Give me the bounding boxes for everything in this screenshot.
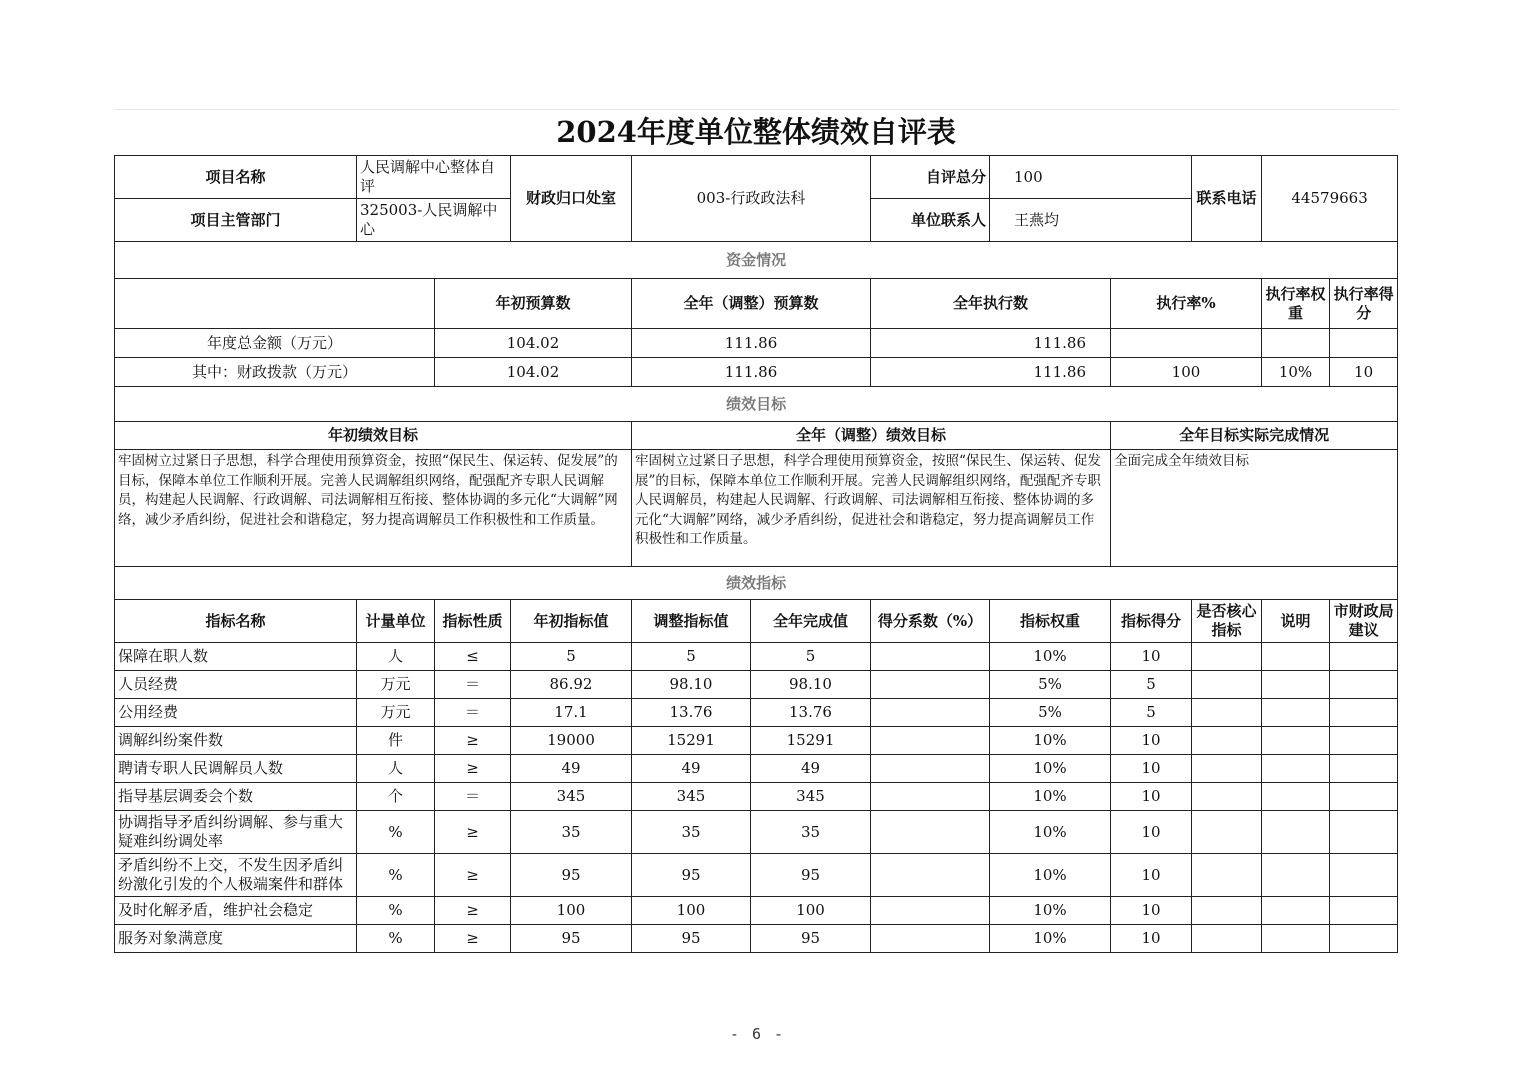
ind-unit: % xyxy=(357,925,435,953)
ind-col-weight: 指标权重 xyxy=(990,600,1111,643)
ind-score: 10 xyxy=(1111,811,1192,854)
ind-adjusted: 49 xyxy=(632,755,751,783)
funds-row-weight: 10% xyxy=(1262,358,1330,387)
ind-core xyxy=(1192,699,1262,727)
ind-adjusted: 15291 xyxy=(632,727,751,755)
ind-score: 10 xyxy=(1111,925,1192,953)
ind-unit: % xyxy=(357,897,435,925)
ind-weight: 10% xyxy=(990,783,1111,811)
funds-row-executed: 111.86 xyxy=(871,329,1111,358)
ind-unit: 万元 xyxy=(357,671,435,699)
ind-coef xyxy=(871,643,990,671)
ind-nature: ≥ xyxy=(435,727,511,755)
ind-name: 指导基层调委会个数 xyxy=(115,783,357,811)
goals-col-adjusted: 全年（调整）绩效目标 xyxy=(632,422,1111,450)
ind-core xyxy=(1192,925,1262,953)
ind-nature: ≥ xyxy=(435,755,511,783)
funds-row-initial: 104.02 xyxy=(435,358,632,387)
evaluation-sheet xyxy=(114,109,1397,953)
funds-col-weight: 执行率权重 xyxy=(1262,279,1330,329)
phone-value: 44579663 xyxy=(1262,156,1398,242)
ind-col-initial: 年初指标值 xyxy=(511,600,632,643)
ind-note xyxy=(1262,699,1330,727)
ind-name: 保障在职人数 xyxy=(115,643,357,671)
ind-nature: ＝ xyxy=(435,671,511,699)
ind-note xyxy=(1262,925,1330,953)
funds-row-label: 其中：财政拨款（万元） xyxy=(115,358,435,387)
ind-weight: 10% xyxy=(990,925,1111,953)
funds-row-label: 年度总金额（万元） xyxy=(115,329,435,358)
ind-nature: ≥ xyxy=(435,897,511,925)
ind-advice xyxy=(1330,671,1398,699)
goals-section-title: 绩效目标 xyxy=(115,387,1398,422)
ind-initial: 345 xyxy=(511,783,632,811)
ind-score: 10 xyxy=(1111,643,1192,671)
ind-core xyxy=(1192,783,1262,811)
ind-score: 5 xyxy=(1111,671,1192,699)
ind-name: 及时化解矛盾，维护社会稳定 xyxy=(115,897,357,925)
ind-unit: 万元 xyxy=(357,699,435,727)
evaluation-table xyxy=(114,109,1398,953)
project-name-label: 项目名称 xyxy=(115,156,357,199)
ind-actual: 100 xyxy=(751,897,871,925)
funds-row-executed: 111.86 xyxy=(871,358,1111,387)
ind-advice xyxy=(1330,811,1398,854)
ind-unit: 件 xyxy=(357,727,435,755)
ind-initial: 19000 xyxy=(511,727,632,755)
contact-label: 单位联系人 xyxy=(871,199,990,242)
ind-adjusted: 98.10 xyxy=(632,671,751,699)
ind-note xyxy=(1262,811,1330,854)
ind-col-name: 指标名称 xyxy=(115,600,357,643)
ind-note xyxy=(1262,755,1330,783)
funds-row-initial: 104.02 xyxy=(435,329,632,358)
ind-advice xyxy=(1330,755,1398,783)
goals-adjusted-text: 牢固树立过紧日子思想，科学合理使用预算资金，按照“保民生、保运转、促发展”的目标，保障本单位工作顺利开展。完善人民调解组织网络，配强配齐专职人民调解员，构建起人民调解、行政调解、司法调解相互衔接、整体协调的多元化“大调解”网络，减少矛盾纠纷，促进社会和谐稳定，努力提高调解员工作积极性和工作质量。 xyxy=(632,450,1111,567)
goals-actual-text: 全面完成全年绩效目标 xyxy=(1111,450,1398,567)
ind-initial: 100 xyxy=(511,897,632,925)
ind-weight: 10% xyxy=(990,897,1111,925)
ind-nature: ≤ xyxy=(435,643,511,671)
ind-note xyxy=(1262,897,1330,925)
ind-note xyxy=(1262,727,1330,755)
ind-core xyxy=(1192,811,1262,854)
total-score-value: 100 xyxy=(990,156,1192,199)
ind-name: 矛盾纠纷不上交，不发生因矛盾纠纷激化引发的个人极端案件和群体 xyxy=(115,854,357,897)
funds-row-adjusted: 111.86 xyxy=(632,329,871,358)
ind-name: 协调指导矛盾纠纷调解、参与重大疑难纠纷调处率 xyxy=(115,811,357,854)
contact-value: 王燕均 xyxy=(990,199,1192,242)
ind-weight: 10% xyxy=(990,811,1111,854)
ind-actual: 49 xyxy=(751,755,871,783)
phone-label: 联系电话 xyxy=(1192,156,1262,242)
funds-row-weight xyxy=(1262,329,1330,358)
ind-col-core: 是否核心指标 xyxy=(1192,600,1262,643)
ind-name: 人员经费 xyxy=(115,671,357,699)
ind-note xyxy=(1262,783,1330,811)
ind-nature: ＝ xyxy=(435,699,511,727)
ind-coef xyxy=(871,727,990,755)
ind-actual: 15291 xyxy=(751,727,871,755)
funds-col-initial: 年初预算数 xyxy=(435,279,632,329)
ind-score: 10 xyxy=(1111,854,1192,897)
ind-adjusted: 95 xyxy=(632,854,751,897)
ind-score: 10 xyxy=(1111,727,1192,755)
ind-advice xyxy=(1330,925,1398,953)
ind-score: 5 xyxy=(1111,699,1192,727)
goals-initial-text: 牢固树立过紧日子思想，科学合理使用预算资金，按照“保民生、保运转、促发展”的目标，保障本单位工作顺利开展。完善人民调解组织网络，配强配齐专职人民调解员，构建起人民调解、行政调解、司法调解相互衔接、整体协调的多元化“大调解”网络，减少矛盾纠纷，促进社会和谐稳定，努力提高调解员工作积极性和工作质量。 xyxy=(115,450,632,567)
ind-initial: 35 xyxy=(511,811,632,854)
ind-initial: 5 xyxy=(511,643,632,671)
ind-col-advice: 市财政局建议 xyxy=(1330,600,1398,643)
ind-col-actual: 全年完成值 xyxy=(751,600,871,643)
funds-col-adjusted: 全年（调整）预算数 xyxy=(632,279,871,329)
ind-advice xyxy=(1330,783,1398,811)
ind-core xyxy=(1192,671,1262,699)
ind-name: 聘请专职人民调解员人数 xyxy=(115,755,357,783)
ind-advice xyxy=(1330,854,1398,897)
funds-row-score xyxy=(1330,329,1398,358)
ind-note xyxy=(1262,854,1330,897)
ind-coef xyxy=(871,783,990,811)
ind-weight: 5% xyxy=(990,699,1111,727)
funds-row-rate: 100 xyxy=(1111,358,1262,387)
ind-coef xyxy=(871,854,990,897)
ind-coef xyxy=(871,925,990,953)
ind-score: 10 xyxy=(1111,897,1192,925)
dept-label: 项目主管部门 xyxy=(115,199,357,242)
ind-col-unit: 计量单位 xyxy=(357,600,435,643)
ind-actual: 95 xyxy=(751,854,871,897)
ind-note xyxy=(1262,671,1330,699)
ind-col-note: 说明 xyxy=(1262,600,1330,643)
total-score-label: 自评总分 xyxy=(871,156,990,199)
ind-actual: 13.76 xyxy=(751,699,871,727)
ind-advice xyxy=(1330,897,1398,925)
ind-coef xyxy=(871,897,990,925)
dept-value: 325003-人民调解中心 xyxy=(357,199,511,242)
funds-col-executed: 全年执行数 xyxy=(871,279,1111,329)
funds-header-blank xyxy=(115,279,435,329)
ind-col-nature: 指标性质 xyxy=(435,600,511,643)
ind-coef xyxy=(871,671,990,699)
ind-coef xyxy=(871,755,990,783)
page-number: - 6 - xyxy=(729,1025,786,1043)
ind-actual: 95 xyxy=(751,925,871,953)
ind-weight: 10% xyxy=(990,643,1111,671)
ind-core xyxy=(1192,897,1262,925)
ind-core xyxy=(1192,755,1262,783)
ind-weight: 10% xyxy=(990,755,1111,783)
ind-name: 调解纠纷案件数 xyxy=(115,727,357,755)
ind-nature: ≥ xyxy=(435,925,511,953)
finance-office-value: 003-行政政法科 xyxy=(632,156,871,242)
ind-advice xyxy=(1330,643,1398,671)
ind-score: 10 xyxy=(1111,755,1192,783)
ind-adjusted: 5 xyxy=(632,643,751,671)
ind-nature: ≥ xyxy=(435,811,511,854)
ind-core xyxy=(1192,854,1262,897)
finance-office-label: 财政归口处室 xyxy=(511,156,632,242)
ind-initial: 86.92 xyxy=(511,671,632,699)
ind-weight: 5% xyxy=(990,671,1111,699)
ind-adjusted: 35 xyxy=(632,811,751,854)
ind-col-coef: 得分系数（%） xyxy=(871,600,990,643)
funds-row-adjusted: 111.86 xyxy=(632,358,871,387)
ind-initial: 49 xyxy=(511,755,632,783)
ind-unit: % xyxy=(357,854,435,897)
project-name-value: 人民调解中心整体自评 xyxy=(357,156,511,199)
funds-col-rate: 执行率% xyxy=(1111,279,1262,329)
ind-nature: ＝ xyxy=(435,783,511,811)
ind-weight: 10% xyxy=(990,854,1111,897)
ind-note xyxy=(1262,643,1330,671)
ind-nature: ≥ xyxy=(435,854,511,897)
funds-row-score: 10 xyxy=(1330,358,1398,387)
ind-adjusted: 100 xyxy=(632,897,751,925)
ind-core xyxy=(1192,727,1262,755)
ind-initial: 17.1 xyxy=(511,699,632,727)
ind-name: 公用经费 xyxy=(115,699,357,727)
page-title: 2024年度单位整体绩效自评表 xyxy=(115,110,1398,156)
goals-col-initial: 年初绩效目标 xyxy=(115,422,632,450)
ind-initial: 95 xyxy=(511,854,632,897)
ind-col-score: 指标得分 xyxy=(1111,600,1192,643)
indicators-section-title: 绩效指标 xyxy=(115,567,1398,600)
ind-actual: 98.10 xyxy=(751,671,871,699)
ind-adjusted: 13.76 xyxy=(632,699,751,727)
ind-actual: 5 xyxy=(751,643,871,671)
ind-coef xyxy=(871,811,990,854)
funds-col-score: 执行率得分 xyxy=(1330,279,1398,329)
ind-name: 服务对象满意度 xyxy=(115,925,357,953)
ind-coef xyxy=(871,699,990,727)
ind-unit: % xyxy=(357,811,435,854)
ind-actual: 345 xyxy=(751,783,871,811)
funds-section-title: 资金情况 xyxy=(115,242,1398,279)
goals-col-actual: 全年目标实际完成情况 xyxy=(1111,422,1398,450)
ind-unit: 人 xyxy=(357,643,435,671)
ind-adjusted: 95 xyxy=(632,925,751,953)
ind-weight: 10% xyxy=(990,727,1111,755)
ind-core xyxy=(1192,643,1262,671)
funds-row-rate xyxy=(1111,329,1262,358)
ind-score: 10 xyxy=(1111,783,1192,811)
ind-col-adjusted: 调整指标值 xyxy=(632,600,751,643)
ind-advice xyxy=(1330,699,1398,727)
ind-advice xyxy=(1330,727,1398,755)
ind-unit: 人 xyxy=(357,755,435,783)
ind-initial: 95 xyxy=(511,925,632,953)
ind-actual: 35 xyxy=(751,811,871,854)
ind-unit: 个 xyxy=(357,783,435,811)
ind-adjusted: 345 xyxy=(632,783,751,811)
